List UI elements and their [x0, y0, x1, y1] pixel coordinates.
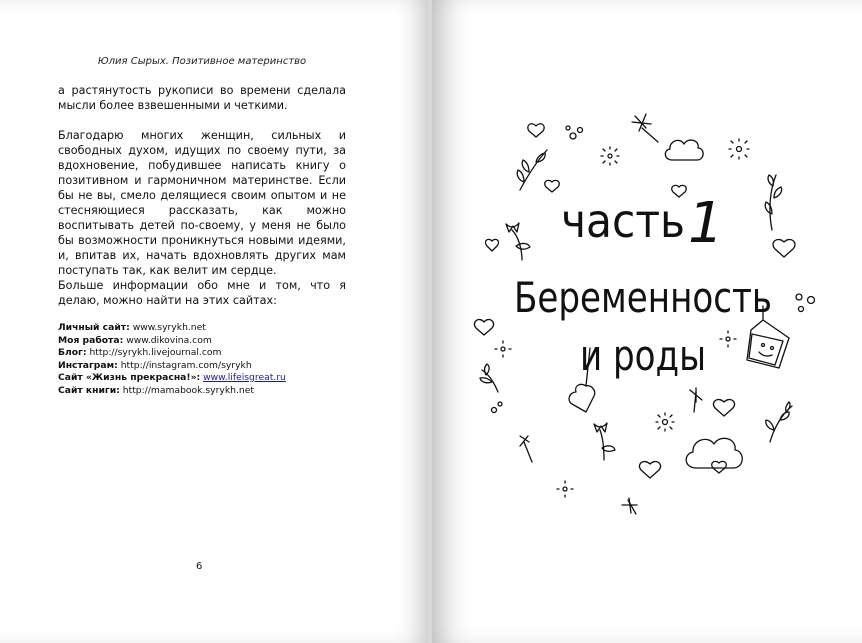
circle-icon	[799, 307, 804, 312]
heart-icon	[713, 400, 734, 416]
flower-icon	[690, 388, 702, 412]
part-word: часть	[561, 194, 685, 248]
chapter-title-line2: и роды	[580, 331, 706, 380]
link-value[interactable]: http://instagram.com/syrykh	[120, 359, 252, 371]
link-value[interactable]: http://mamabook.syrykh.net	[122, 384, 254, 396]
circle-icon	[566, 126, 570, 130]
circle-icon	[570, 133, 576, 139]
heart-icon	[486, 239, 499, 251]
link-label: Моя работа:	[58, 334, 124, 346]
branch-icon	[765, 175, 781, 230]
link-label: Инстаграм:	[58, 359, 118, 371]
heart-icon	[773, 240, 795, 257]
link-line-book-site	[58, 385, 358, 398]
link-line-work	[58, 335, 358, 348]
circle-icon	[492, 408, 497, 413]
tulip-icon	[594, 423, 615, 460]
circle-icon	[578, 128, 583, 133]
flower-icon	[520, 436, 532, 462]
branch-icon	[766, 402, 792, 442]
star-flower-icon	[495, 341, 511, 357]
heart-pendant-icon	[569, 384, 595, 412]
star-flower-icon	[729, 139, 749, 159]
link-label: Блог:	[58, 347, 87, 358]
star-flower-icon	[601, 147, 619, 165]
link-value[interactable]: http://syrykh.livejournal.com	[89, 347, 222, 358]
heart-icon	[474, 320, 493, 335]
running-header: Юлия Сырых. Позитивное материнство	[97, 56, 307, 67]
branch-icon	[480, 364, 498, 392]
link-line-blog	[58, 347, 358, 360]
branch-icon	[517, 150, 547, 190]
link-value[interactable]: www.syrykh.net	[132, 322, 206, 333]
link-line-instagram	[58, 360, 358, 373]
chapter-title-line1: Беременность	[514, 273, 772, 322]
cloud-icon	[686, 438, 742, 468]
link-label: Личный сайт:	[58, 322, 130, 333]
left-page	[0, 0, 428, 643]
link-line-lifeisgreat	[58, 372, 358, 385]
paragraph-3	[58, 278, 346, 308]
chapter-title-illustration	[432, 0, 862, 643]
star-flower-icon	[557, 481, 573, 497]
circle-icon	[796, 294, 802, 300]
part-number: 1	[688, 191, 724, 256]
right-page	[432, 0, 862, 643]
page-number: 6	[196, 561, 203, 572]
flower-icon	[632, 114, 658, 142]
paragraph-text: Больше информации обо мне и том, что я делаю, можно найти на этих сайтах:	[58, 279, 346, 307]
heart-icon	[712, 461, 727, 473]
links-list	[58, 322, 358, 397]
paragraph-2	[58, 128, 346, 278]
lifeisgreat-link[interactable]: www.lifeisgreat.ru	[203, 372, 286, 383]
heart-icon	[545, 180, 560, 192]
link-value[interactable]: www.dikovina.com	[126, 334, 212, 346]
paragraph-1	[58, 83, 346, 113]
paragraph-text: а растянутость рукописи во времени сделала мысли более взвешенными и четкими.	[58, 84, 346, 112]
link-label: Сайт книги:	[58, 384, 120, 396]
heart-icon	[639, 462, 660, 478]
heart-icon	[528, 124, 544, 137]
flower-icon	[622, 498, 637, 514]
paragraph-text: Благодарю многих женщин, сильных и свободных духом, идущих по своему пути, за вдохновение, побудившее написать книгу о позитивном и гармоничном материнстве. Если бы не вы, смело делящиеся своим опытом и не стесняющиеся рассказать, как можно воспитывать детей по-своему, у меня не было бы возможности проникнуться новыми идеями, и, впитав их, начать вдохновлять других мам поступать так, как велит им сердце.	[58, 129, 346, 277]
link-line-personal-site	[58, 322, 358, 335]
star-flower-icon	[656, 413, 674, 431]
star-flower-icon	[720, 331, 736, 347]
tulip-icon	[506, 223, 530, 260]
cloud-icon	[665, 140, 703, 160]
link-label: Сайт «Жизнь прекрасна!»:	[58, 372, 201, 383]
circle-icon	[808, 297, 815, 304]
circle-icon	[498, 402, 502, 406]
